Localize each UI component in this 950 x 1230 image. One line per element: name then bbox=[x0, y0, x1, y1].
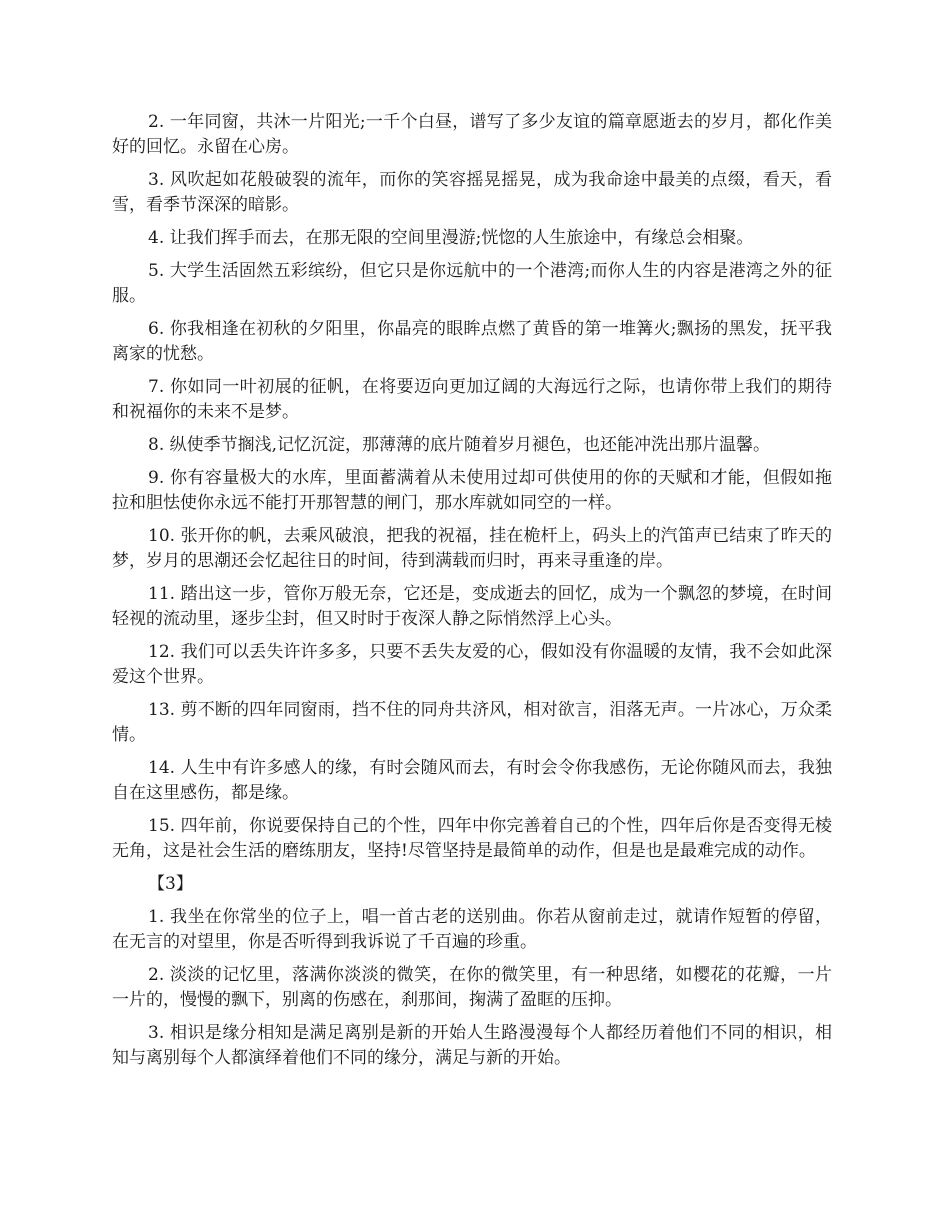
paragraph-item-14: 14. 人生中有许多感人的缘，有时会随风而去，有时会令你我感伤，无论你随风而去，我独自在这里感伤，都是缘。 bbox=[112, 758, 832, 803]
paragraph-item-8: 8. 纵使季节搁浅,记忆沉淀，那薄薄的底片随着岁月褪色，也还能冲洗出那片温馨。 bbox=[148, 435, 771, 455]
paragraph-section3-item-2: 2. 淡淡的记忆里，落满你淡淡的微笑，在你的微笑里，有一种思绪，如樱花的花瓣，一片一片的，慢慢的飘下，别离的伤感在，刹那间，掬满了盈眶的压抑。 bbox=[112, 965, 832, 1010]
paragraph-item-4: 4. 让我们挥手而去，在那无限的空间里漫游;恍惚的人生旅途中，有缘总会相聚。 bbox=[148, 228, 754, 248]
paragraph-item-12: 12. 我们可以丢失许许多多，只要不丢失友爱的心，假如没有你温暖的友情，我不会如此深爱这个世界。 bbox=[112, 642, 832, 687]
paragraph-item-2: 2. 一年同窗，共沐一片阳光;一千个白昼，谱写了多少友谊的篇章愿逝去的岁月，都化作美好的回忆。永留在心房。 bbox=[112, 112, 832, 157]
paragraph-section3-item-1: 1. 我坐在你常坐的位子上，唱一首古老的送别曲。你若从窗前走过，就请作短暂的停留，在无言的对望里，你是否听得到我诉说了千百遍的珍重。 bbox=[112, 907, 832, 952]
paragraph-item-11: 11. 踏出这一步，管你万般无奈，它还是，变成逝去的回忆，成为一个飘忽的梦境，在时间轻视的流动里，逐步尘封，但又时时于夜深人静之际悄然浮上心头。 bbox=[112, 584, 832, 629]
paragraph-item-6: 6. 你我相逢在初秋的夕阳里，你晶亮的眼眸点燃了黄昏的第一堆篝火;飘扬的黑发，抚平我离家的忧愁。 bbox=[112, 319, 832, 364]
paragraph-item-3: 3. 风吹起如花般破裂的流年，而你的笑容摇晃摇晃，成为我命途中最美的点缀，看天，看雪，看季节深深的暗影。 bbox=[112, 170, 832, 215]
section-heading: 【3】 bbox=[148, 874, 193, 894]
document-page bbox=[112, 110, 832, 1079]
paragraph-item-7: 7. 你如同一叶初展的征帆，在将要迈向更加辽阔的大海远行之际，也请你带上我们的期待和祝福你的未来不是梦。 bbox=[112, 377, 832, 422]
paragraph-item-13: 13. 剪不断的四年同窗雨，挡不住的同舟共济风，相对欲言，泪落无声。一片冰心，万众柔情。 bbox=[112, 700, 832, 745]
paragraph-item-5: 5. 大学生活固然五彩缤纷，但它只是你远航中的一个港湾;而你人生的内容是港湾之外的征服。 bbox=[112, 261, 832, 306]
paragraph-item-10: 10. 张开你的帆，去乘风破浪，把我的祝福，挂在桅杆上，码头上的汽笛声已结束了昨天的梦，岁月的思潮还会忆起往日的时间，待到满载而归时，再来寻重逢的岸。 bbox=[112, 526, 832, 571]
paragraph-section3-item-3: 3. 相识是缘分相知是满足离别是新的开始人生路漫漫每个人都经历着他们不同的相识，相知与离别每个人都演绎着他们不同的缘分，满足与新的开始。 bbox=[112, 1023, 832, 1068]
paragraph-item-9: 9. 你有容量极大的水库，里面蓄满着从未使用过却可供使用的你的天赋和才能，但假如拖拉和胆怯使你永远不能打开那智慧的闸门，那水库就如同空的一样。 bbox=[112, 468, 832, 513]
paragraph-item-15: 15. 四年前，你说要保持自己的个性，四年中你完善着自己的个性，四年后你是否变得无棱无角，这是社会生活的磨练朋友，坚持!尽管坚持是最简单的动作，但是也是最难完成的动作。 bbox=[112, 816, 832, 861]
